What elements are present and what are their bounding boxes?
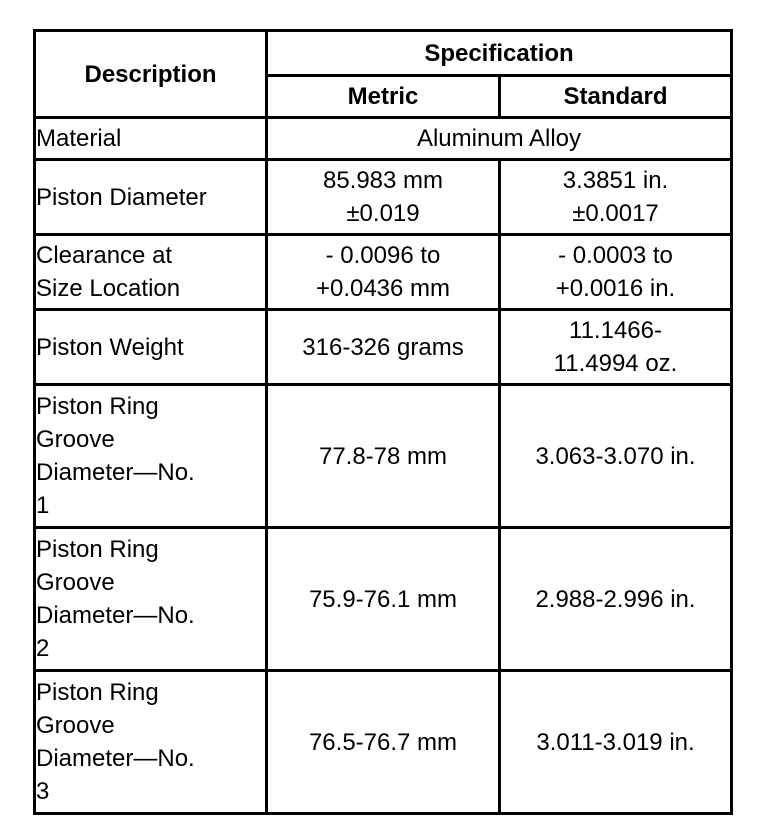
piston-diameter-standard-line-1: 3.3851 in.: [562, 167, 669, 194]
table-row-groove-3: [35, 671, 732, 814]
groove-3-metric: 76.5-76.7 mm: [267, 671, 500, 814]
piston-weight-standard-line-1: 11.1466-: [569, 317, 662, 344]
specification-header: Specification: [267, 31, 732, 76]
clearance-description-line-1: Clearance at: [36, 242, 173, 269]
groove-2-description-line-2: Groove: [36, 569, 115, 596]
piston-diameter-standard: [500, 160, 732, 235]
clearance-metric: [267, 235, 500, 310]
table-row-piston-diameter: [35, 160, 732, 235]
piston-weight-standard: [500, 310, 732, 385]
clearance-standard-line-2: +0.0016 in.: [555, 275, 676, 302]
piston-diameter-standard-line-2: ±0.0017: [572, 200, 659, 227]
material-description: Material: [35, 118, 267, 160]
groove-3-standard: 3.011-3.019 in.: [500, 671, 732, 814]
groove-1-description-line-4: 1: [36, 492, 50, 519]
groove-1-description-line-2: Groove: [36, 426, 115, 453]
groove-3-description-line-3: Diameter—No.: [36, 745, 195, 772]
clearance-standard-line-1: - 0.0003 to: [558, 242, 673, 269]
groove-3-description: [35, 671, 267, 814]
groove-2-metric: 75.9-76.1 mm: [267, 528, 500, 671]
table-row-clearance: [35, 235, 732, 310]
groove-1-description: [35, 385, 267, 528]
standard-header: Standard: [500, 76, 732, 118]
piston-diameter-metric: [267, 160, 500, 235]
piston-weight-metric: 316-326 grams: [267, 310, 500, 385]
clearance-description-line-2: Size Location: [36, 275, 181, 302]
piston-weight-description: Piston Weight: [35, 310, 267, 385]
piston-spec-table: [33, 29, 733, 815]
clearance-metric-line-1: - 0.0096 to: [325, 242, 441, 269]
groove-2-description-line-4: 2: [36, 635, 50, 662]
piston-diameter-metric-line-1: 85.983 mm: [322, 167, 444, 194]
table-row-groove-1: [35, 385, 732, 528]
groove-1-metric: 77.8-78 mm: [267, 385, 500, 528]
table-row-piston-weight: [35, 310, 732, 385]
piston-weight-standard-line-2: 11.4994 oz.: [553, 350, 678, 377]
piston-diameter-description: Piston Diameter: [35, 160, 267, 235]
groove-2-description: [35, 528, 267, 671]
material-value: Aluminum Alloy: [267, 118, 732, 160]
groove-1-description-line-1: Piston Ring: [36, 393, 159, 420]
clearance-description: [35, 235, 267, 310]
header-row-top: [35, 31, 732, 76]
groove-3-description-line-4: 3: [36, 778, 50, 805]
table-row-material: [35, 118, 732, 160]
description-header: Description: [35, 31, 267, 118]
groove-1-description-line-3: Diameter—No.: [36, 459, 195, 486]
groove-3-description-line-2: Groove: [36, 712, 115, 739]
groove-2-standard: 2.988-2.996 in.: [500, 528, 732, 671]
clearance-metric-line-2: +0.0436 mm: [315, 275, 451, 302]
piston-diameter-metric-line-2: ±0.019: [346, 200, 420, 227]
groove-3-description-line-1: Piston Ring: [36, 679, 159, 706]
table-row-groove-2: [35, 528, 732, 671]
groove-2-description-line-3: Diameter—No.: [36, 602, 195, 629]
metric-header: Metric: [267, 76, 500, 118]
groove-2-description-line-1: Piston Ring: [36, 536, 159, 563]
groove-1-standard: 3.063-3.070 in.: [500, 385, 732, 528]
clearance-standard: [500, 235, 732, 310]
